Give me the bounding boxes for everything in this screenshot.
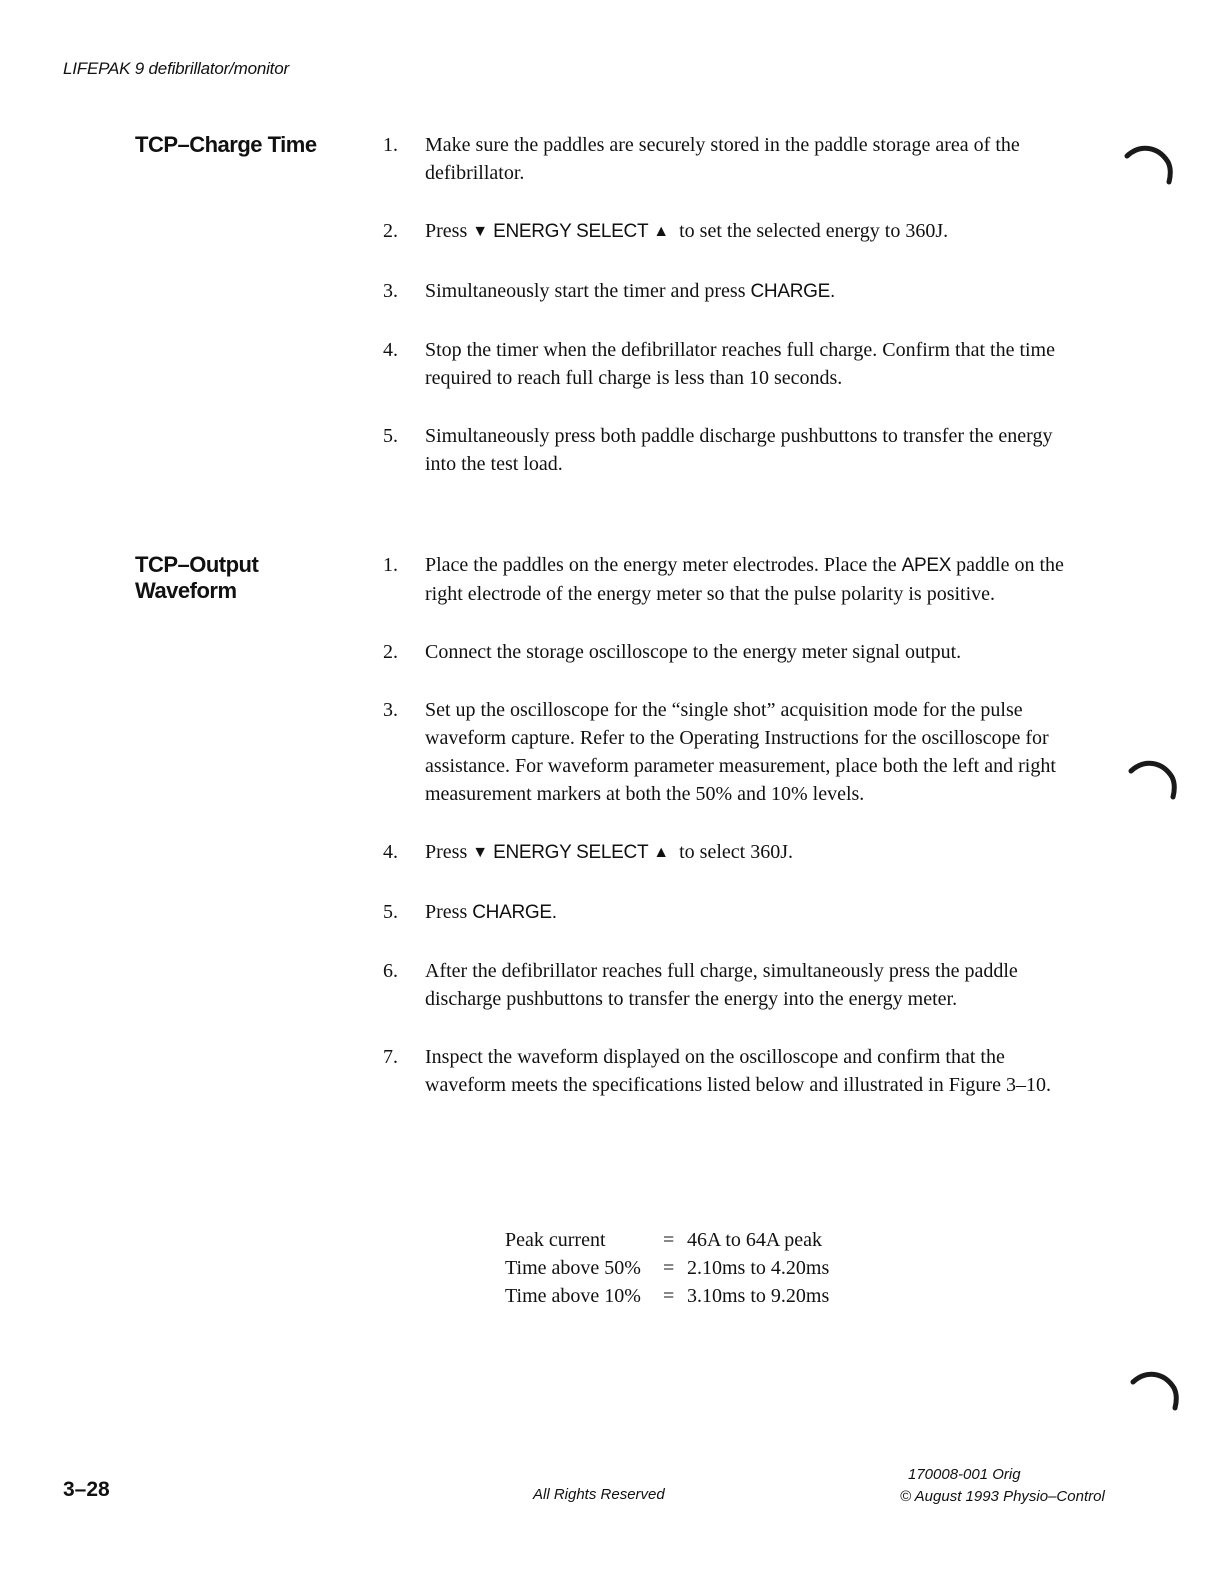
step-number: 7. [383, 1046, 398, 1068]
step-text: to select 360J. [679, 841, 793, 863]
spec-value: 46A to 64A peak [687, 1229, 822, 1251]
step-number: 3. [383, 699, 398, 721]
energy-select-control-label: ENERGY SELECT [493, 221, 649, 242]
list-item [383, 336, 1083, 392]
binding-hole-mark [1128, 757, 1180, 803]
page-number: 3–28 [63, 1478, 110, 1501]
step-text: Stop the timer when the defibrillator reaches full charge. Confirm that the time required to reach full charge is less than 10 seconds. [425, 339, 1055, 389]
section-title-output-waveform [135, 552, 355, 604]
step-text: Inspect the waveform displayed on the oscilloscope and confirm that the waveform meets the specifications listed below and illustrated in Figure 3–10. [425, 1046, 1051, 1096]
section-title-charge-time: TCP–Charge Time [135, 132, 317, 157]
step-number: 4. [383, 339, 398, 361]
list-item [383, 422, 1083, 478]
step-number: 2. [383, 220, 398, 242]
list-item [383, 898, 1083, 927]
charge-control-label: CHARGE. [472, 902, 557, 923]
spec-label: Peak current [505, 1229, 606, 1251]
list-item [383, 838, 1083, 868]
energy-select-control-label: ENERGY SELECT [493, 842, 649, 863]
running-header: LIFEPAK 9 defibrillator/monitor [63, 59, 289, 78]
down-arrow-icon: ▼ [472, 223, 489, 240]
step-number: 5. [383, 425, 398, 447]
step-text: to set the selected energy to 360J. [679, 220, 949, 242]
list-item [383, 1043, 1083, 1099]
step-number: 4. [383, 841, 398, 863]
spec-label: Time above 10% [505, 1285, 641, 1307]
binding-hole-mark [1130, 1368, 1182, 1414]
step-text: Make sure the paddles are securely stored in the paddle storage area of the defibrillator. [425, 134, 1020, 184]
step-text: Simultaneously start the timer and press [425, 280, 746, 302]
step-number: 1. [383, 134, 398, 156]
step-press-text: Press [425, 841, 468, 863]
step-text: Set up the oscilloscope for the “single shot” acquisition mode for the pulse waveform capture. Refer to the Operating Instructions for the oscilloscope for assistance. For waveform parameter measurement, place both the left and right measurement markers at both the 50% and 10% levels. [425, 699, 1056, 805]
step-number: 6. [383, 960, 398, 982]
list-item [383, 277, 1083, 306]
spec-equals: = [663, 1229, 675, 1251]
step-text: Connect the storage oscilloscope to the energy meter signal output. [425, 641, 962, 663]
step-text: paddle on the right electrode of the energy meter so that the pulse polarity is positive. [425, 554, 1064, 605]
doc-info [900, 1464, 1105, 1508]
spec-equals: = [663, 1257, 675, 1279]
spec-label: Time above 50% [505, 1257, 641, 1279]
step-text: After the defibrillator reaches full charge, simultaneously press the paddle discharge pushbuttons to transfer the energy into the energy meter. [425, 960, 1018, 1010]
section-title-line: Waveform [135, 578, 237, 603]
list-item [383, 217, 1083, 247]
step-text: Simultaneously press both paddle discharge pushbuttons to transfer the energy into the test load. [425, 425, 1053, 475]
step-number: 3. [383, 280, 398, 302]
section-title-line: TCP–Output [135, 552, 259, 577]
apex-label: APEX [901, 555, 952, 576]
copyright-notice: © August 1993 Physio–Control [900, 1488, 1105, 1505]
step-number: 2. [383, 641, 398, 663]
down-arrow-icon: ▼ [472, 844, 489, 861]
list-item [383, 957, 1083, 1013]
list-item [383, 131, 1083, 187]
table-row [505, 1254, 829, 1282]
spec-value: 3.10ms to 9.20ms [687, 1285, 830, 1307]
step-press-text: Press [425, 220, 468, 242]
spec-value: 2.10ms to 4.20ms [687, 1257, 830, 1279]
list-item [383, 696, 1083, 808]
step-number: 1. [383, 554, 398, 576]
table-row [505, 1226, 829, 1254]
waveform-spec-table [505, 1226, 829, 1310]
list-item [383, 638, 1083, 666]
binding-hole-mark [1124, 142, 1176, 188]
step-text: Place the paddles on the energy meter electrodes. Place the [425, 554, 897, 576]
table-row [505, 1282, 829, 1310]
output-waveform-steps [383, 551, 1083, 1099]
spec-equals: = [663, 1285, 675, 1307]
doc-number: 170008-001 Orig [908, 1466, 1021, 1483]
up-arrow-icon: ▲ [653, 844, 670, 861]
up-arrow-icon: ▲ [653, 223, 670, 240]
list-item [383, 551, 1083, 608]
step-number: 5. [383, 901, 398, 923]
charge-control-label: CHARGE. [750, 281, 835, 302]
rights-notice: All Rights Reserved [533, 1486, 665, 1503]
step-press-text: Press [425, 901, 468, 923]
charge-time-steps [383, 131, 1083, 478]
